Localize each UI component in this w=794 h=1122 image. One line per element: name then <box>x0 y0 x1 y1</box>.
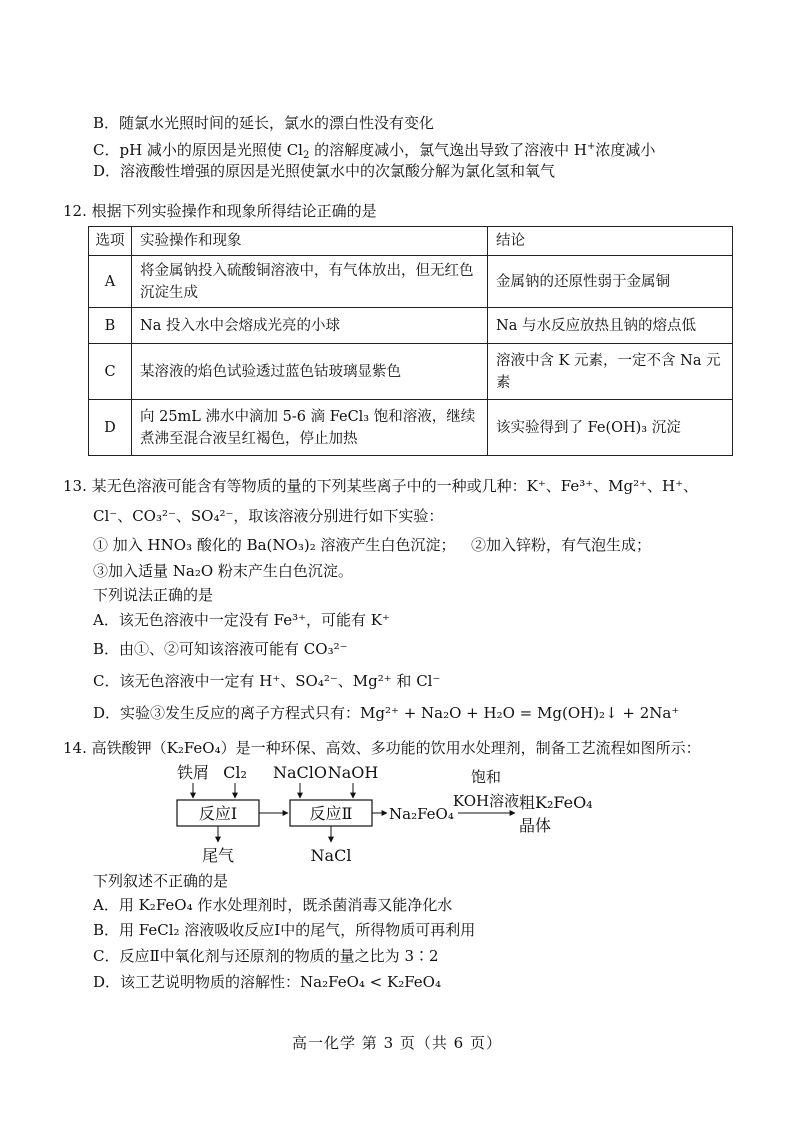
table-row <box>89 256 733 308</box>
q14-option-d: D．该工艺说明物质的溶解性：Na₂FeO₄ < K₂FeO₄ <box>93 973 441 991</box>
q13-option-c: C．该无色溶液中一定有 H⁺、SO₄²⁻、Mg²⁺ 和 Cl⁻ <box>93 672 441 690</box>
output-tail-gas: 尾气 <box>201 846 235 865</box>
output-nacl: NaCl <box>310 846 352 865</box>
table-cell-operation: Na 投入水中会熔成光亮的小球 <box>132 308 488 344</box>
table-cell-option: A <box>89 256 132 308</box>
q14-flow-diagram <box>175 760 645 870</box>
table-row <box>89 344 733 400</box>
table-header-row <box>89 227 733 256</box>
q13-stem: 13. 某无色溶液可能含有等物质的量的下列某些离子中的一种或几种：K⁺、Fe³⁺、Mg²⁺、H⁺、 <box>63 477 699 495</box>
table-cell-operation: 某溶液的焰色试验透过蓝色钴玻璃显紫色 <box>132 344 488 400</box>
table-cell-conclusion: 金属钠的还原性弱于金属铜 <box>488 256 733 308</box>
q11-option-d: D．溶液酸性增强的原因是光照使氯水中的次氯酸分解为氯化氢和氧气 <box>93 162 556 180</box>
q13-option-a: A．该无色溶液中一定没有 Fe³⁺，可能有 K⁺ <box>93 611 390 629</box>
table-cell-operation: 向 25mL 沸水中滴加 5-6 滴 FeCl₃ 饱和溶液，继续煮沸至混合液呈红褐色，停止加热 <box>132 400 488 456</box>
q13-ions: Cl⁻、CO₃²⁻、SO₄²⁻，取该溶液分别进行如下实验： <box>93 507 444 525</box>
q13-experiment-3: ③加入适量 Na₂O 粉末产生白色沉淀。 <box>93 562 353 580</box>
q13-prompt: 下列说法正确的是 <box>93 586 214 604</box>
table-cell-conclusion: 该实验得到了 Fe(OH)₃ 沉淀 <box>488 400 733 456</box>
q11-c-mid: 的溶解度减小，氯气逸出导致了溶液中 H <box>309 141 587 159</box>
table-row <box>89 308 733 344</box>
input-chlorine: Cl₂ <box>223 763 247 782</box>
q14-stem: 14. 高铁酸钾（K₂FeO₄）是一种环保、高效、多功能的饮用水处理剂，制备工艺流程如图所示： <box>63 739 701 757</box>
q11-option-b: B．随氯水光照时间的延长，氯水的漂白性没有变化 <box>93 114 435 132</box>
table-cell-option: B <box>89 308 132 344</box>
q14-prompt: 下列叙述不正确的是 <box>93 872 229 890</box>
q13-experiment-1: ① 加入 HNO₃ 酸化的 Ba(NO₃)₂ 溶液产生白色沉淀； <box>93 536 456 554</box>
input-naclo: NaClO <box>272 763 328 782</box>
table-header-cell: 结论 <box>488 227 733 256</box>
page-footer: 高一化学 第 3 页（共 6 页） <box>292 1034 502 1052</box>
q13-option-d: D．实验③发生反应的离子方程式只有：Mg²⁺ + Na₂O + H₂O = Mg(OH)₂↓ + 2Na⁺ <box>93 704 680 722</box>
q13-option-b: B．由①、②可知该溶液可能有 CO₃²⁻ <box>93 640 348 658</box>
table-header-cell: 实验操作和现象 <box>132 227 488 256</box>
q12-stem: 12. 根据下列实验操作和现象所得结论正确的是 <box>63 202 377 220</box>
table-cell-option: C <box>89 344 132 400</box>
input-naoh: NaOH <box>327 763 379 782</box>
table-cell-option: D <box>89 400 132 456</box>
q14-option-b: B．用 FeCl₂ 溶液吸收反应Ⅰ中的尾气，所得物质可再利用 <box>93 921 476 939</box>
q14-option-c: C．反应Ⅱ中氧化剂与还原剂的物质的量之比为 3∶2 <box>93 947 439 965</box>
q12-table <box>88 226 733 456</box>
q13-experiment-2: ②加入锌粉，有气泡生成； <box>471 536 652 554</box>
table-cell-conclusion: 溶液中含 K 元素，一定不含 Na 元素 <box>488 344 733 400</box>
intermediate-na2feo4: Na₂FeO₄ <box>389 805 454 823</box>
q11-c-pre: C．pH 减小的原因是光照使 Cl <box>93 141 303 159</box>
table-header-cell: 选项 <box>89 227 132 256</box>
reaction-2-label: 反应Ⅱ <box>309 804 353 823</box>
table-cell-operation: 将金属钠投入硫酸铜溶液中，有气体放出，但无红色沉淀生成 <box>132 256 488 308</box>
input-iron-filings: 铁屑 <box>176 763 210 782</box>
arrow-label-koh: KOH溶液 <box>452 792 520 810</box>
q11-c-sub: 2 <box>302 150 310 161</box>
reaction-1-label: 反应Ⅰ <box>198 804 238 823</box>
arrow-label-saturated: 饱和 <box>470 768 502 786</box>
product-k2feo4: 粗K₂FeO₄ <box>519 793 593 812</box>
q14-option-a: A．用 K₂FeO₄ 作水处理剂时，既杀菌消毒又能净化水 <box>93 896 453 914</box>
q11-c-post: 浓度减小 <box>595 141 656 159</box>
product-crystal: 晶体 <box>519 816 552 835</box>
q11-c-sup: + <box>586 141 596 152</box>
table-cell-conclusion: Na 与水反应放热且钠的熔点低 <box>488 308 733 344</box>
table-row <box>89 400 733 456</box>
